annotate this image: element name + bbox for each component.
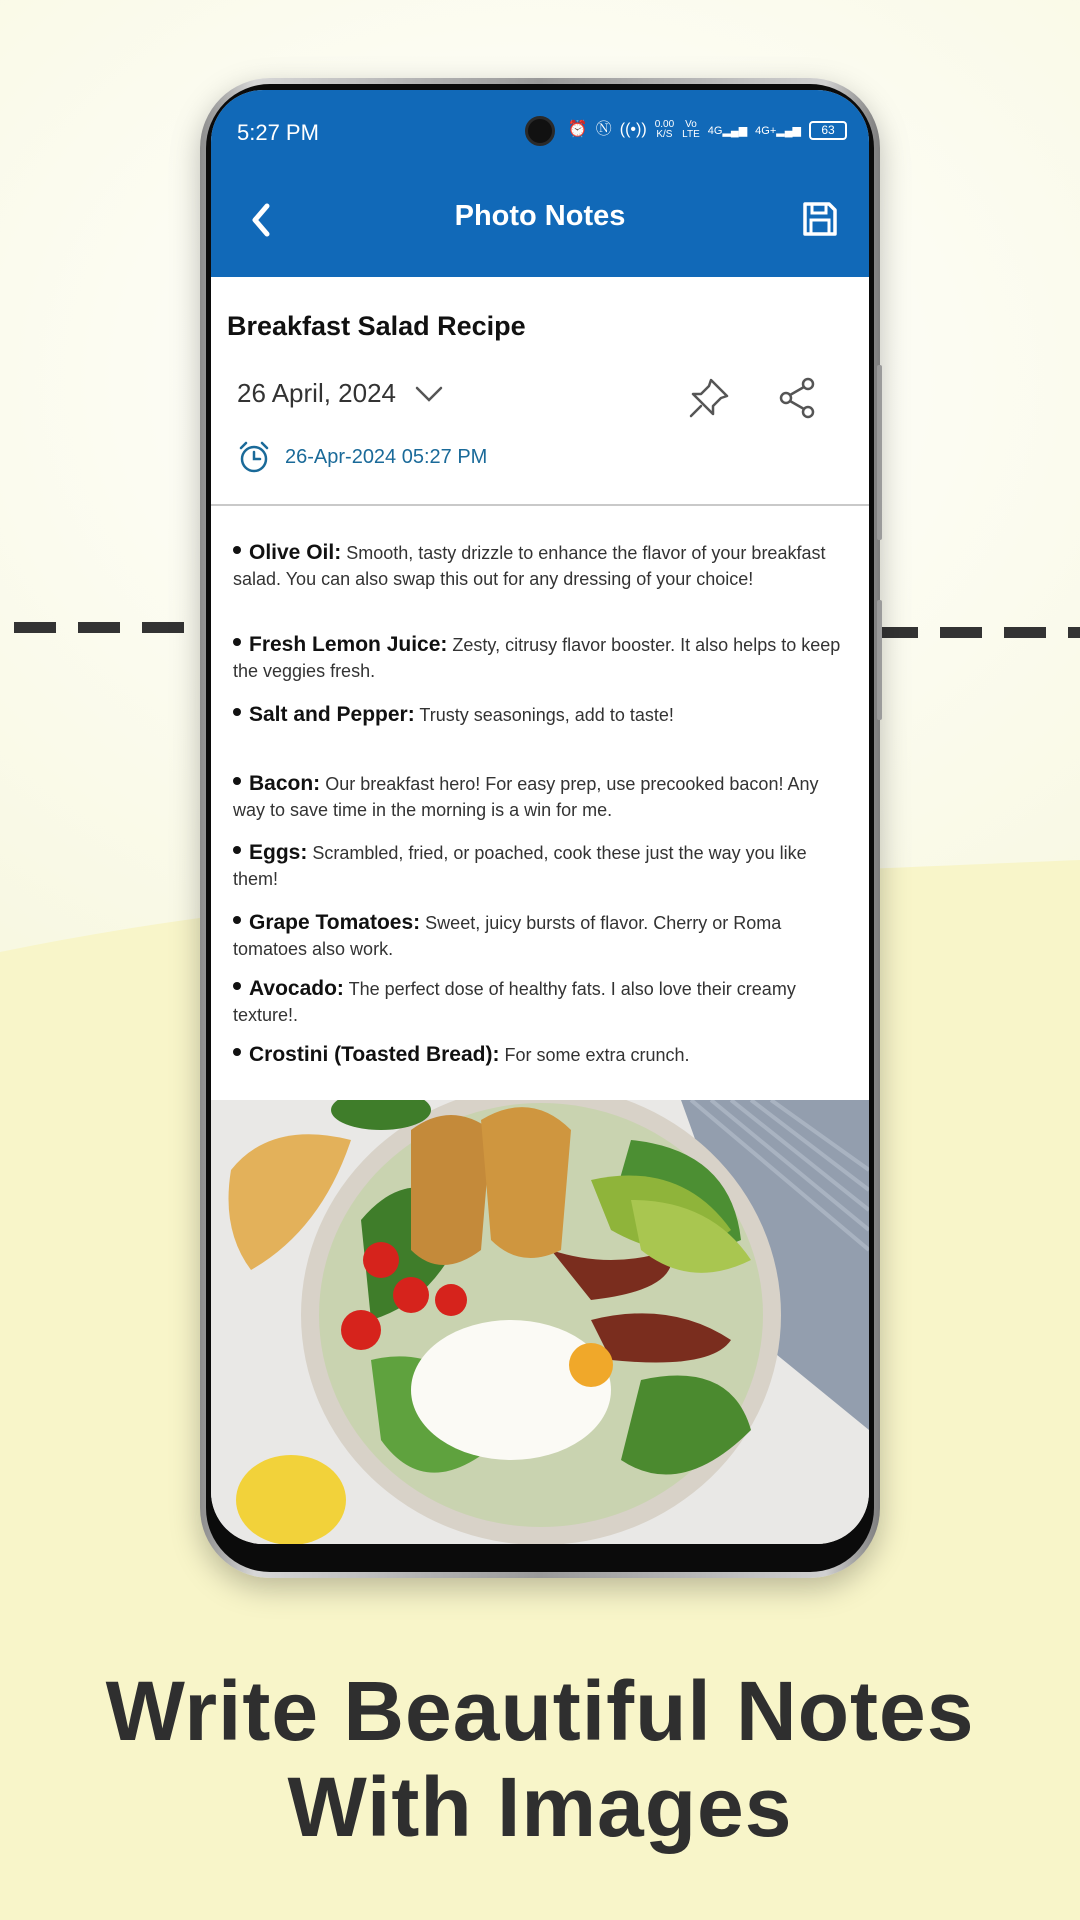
- list-item: Crostini (Toasted Bread): For some extra crunch.: [233, 1042, 853, 1068]
- list-item: Bacon: Our breakfast hero! For easy prep, use precooked bacon! Any way to save time in the morning is a win for me.: [233, 772, 819, 820]
- list-item: Avocado: The perfect dose of healthy fats. I also love their creamy texture!.: [233, 977, 796, 1025]
- promo-headline: Write Beautiful Notes With Images: [105, 1664, 975, 1854]
- signal-4g-plus-icon: 4G+▂▄▆: [755, 124, 801, 137]
- share-icon[interactable]: [777, 376, 817, 420]
- camera-cutout: [525, 116, 555, 146]
- dashed-line-left: [14, 622, 194, 633]
- phone-side-button: [877, 365, 882, 540]
- page-title: Photo Notes: [454, 200, 626, 232]
- floppy-disk-icon[interactable]: [801, 200, 839, 238]
- signal-4g-icon: 4G▂▄▆: [707, 124, 748, 137]
- list-item: Eggs: Scrambled, fried, or poached, cook these just the way you like them!: [233, 841, 807, 889]
- alarm-clock-icon: [237, 440, 271, 474]
- note-title[interactable]: Breakfast Salad Recipe: [227, 311, 526, 341]
- alarm-icon: ⏰: [567, 121, 588, 138]
- phone-side-button: [877, 600, 882, 720]
- data-speed: 0.00 K/S: [654, 119, 675, 140]
- phone-screen: [211, 90, 869, 1544]
- note-date[interactable]: 26 April, 2024: [237, 378, 397, 408]
- app-bar: [211, 90, 869, 277]
- list-item: Salt and Pepper: Trusty seasonings, add to taste!: [233, 702, 853, 728]
- volte-indicator: Vo LTE: [682, 119, 700, 140]
- nfc-icon: Ⓝ: [595, 121, 612, 138]
- pin-icon[interactable]: [687, 376, 731, 420]
- list-item: Fresh Lemon Juice: Zesty, citrusy flavor booster. It also helps to keep the veggies fresh.: [233, 633, 841, 681]
- date-selector[interactable]: [237, 378, 444, 409]
- dashed-line-right: [876, 627, 1080, 638]
- list-item: Olive Oil: Smooth, tasty drizzle to enhance the flavor of your breakfast salad. You can also swap this out for any dressing of your choice!: [233, 541, 826, 589]
- chevron-down-icon[interactable]: [414, 384, 444, 404]
- status-icons: [568, 120, 847, 140]
- list-item: Grape Tomatoes: Sweet, juicy bursts of flavor. Cherry or Roma tomatoes also work.: [233, 911, 782, 959]
- divider: [211, 504, 869, 506]
- note-photo[interactable]: [211, 1100, 869, 1544]
- battery-icon: 63: [809, 121, 847, 140]
- hotspot-icon: ((•)): [619, 121, 647, 138]
- status-time: 5:27 PM: [237, 120, 319, 145]
- reminder-row[interactable]: [237, 440, 487, 474]
- reminder-datetime: 26-Apr-2024 05:27 PM: [285, 445, 488, 468]
